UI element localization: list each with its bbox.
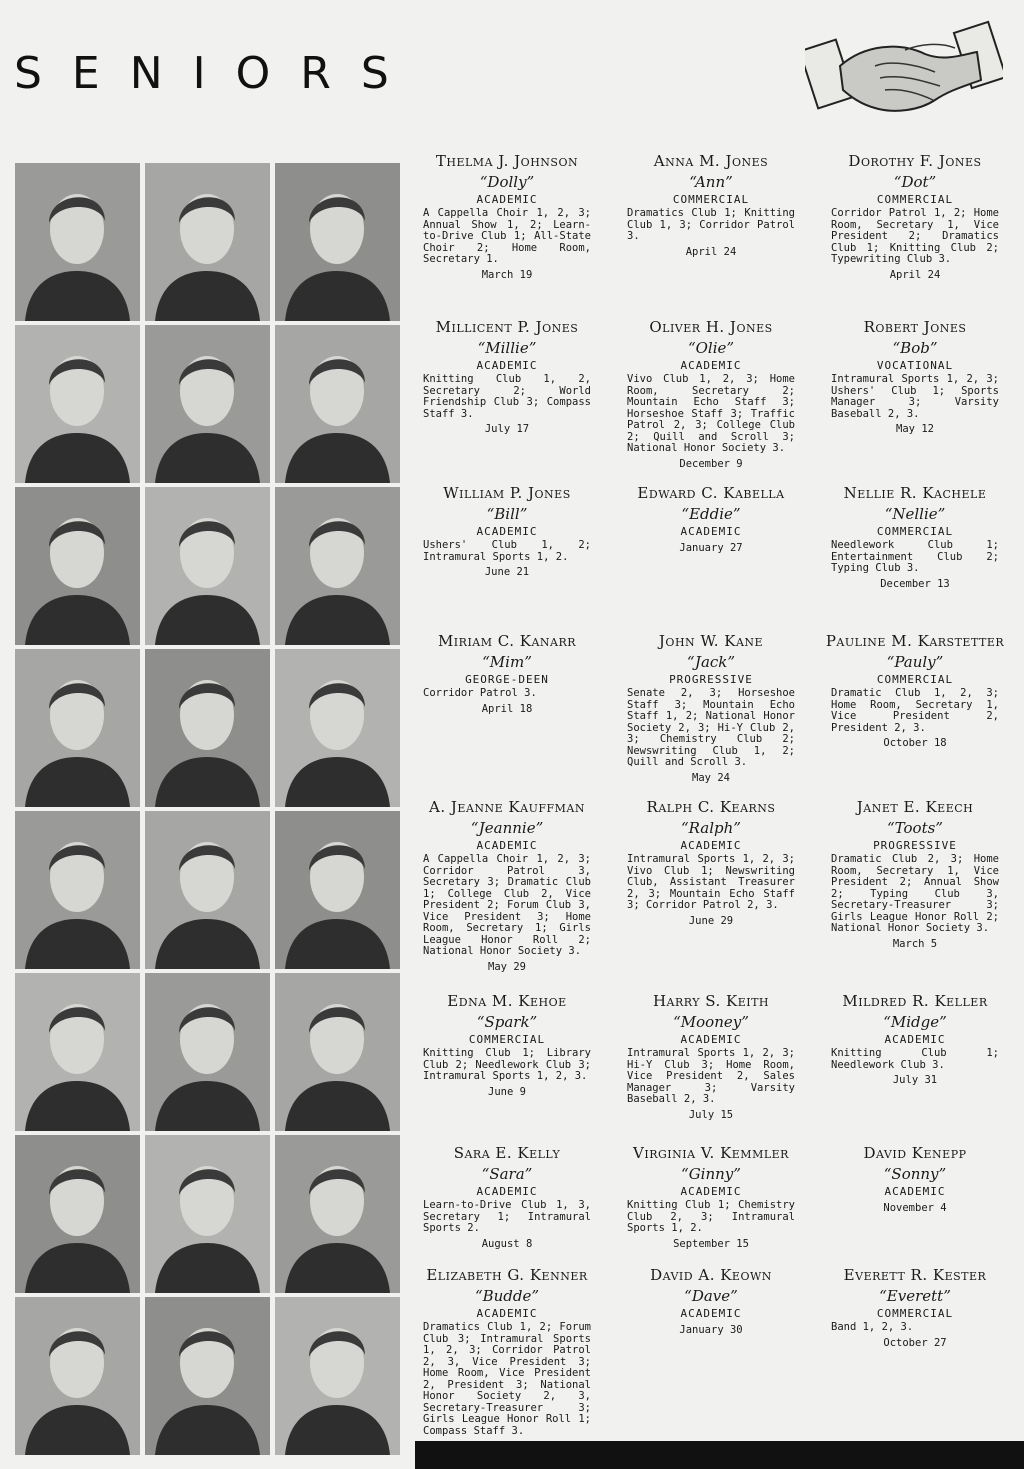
senior-birthday: November 4	[883, 1202, 947, 1214]
senior-birthday: June 21	[484, 566, 530, 578]
senior-entry	[609, 988, 813, 1136]
entry-row	[405, 628, 1019, 790]
portrait-photo	[145, 1297, 270, 1455]
senior-nickname: “Olie”	[687, 339, 735, 357]
senior-entry	[609, 794, 813, 984]
senior-birthday: July 31	[892, 1074, 938, 1086]
portrait-photo	[275, 487, 400, 645]
portrait-photo	[15, 973, 140, 1131]
senior-entries	[405, 148, 1019, 1462]
senior-name: Robert Jones	[863, 318, 967, 336]
senior-course: ACADEMIC	[476, 1185, 538, 1198]
senior-name: David A. Keown	[650, 1266, 772, 1284]
senior-course: VOCATIONAL	[876, 359, 954, 372]
entry-row	[405, 1140, 1019, 1258]
senior-nickname: “Mim”	[482, 653, 532, 671]
senior-nickname: “Jeannie”	[470, 819, 544, 837]
portrait-photo	[275, 973, 400, 1131]
senior-entry	[609, 1140, 813, 1258]
senior-course: ACADEMIC	[476, 359, 538, 372]
portrait-photo	[15, 649, 140, 807]
senior-course: COMMERCIAL	[876, 193, 954, 206]
senior-name: Oliver H. Jones	[649, 318, 773, 336]
senior-entry	[813, 1262, 1017, 1462]
senior-course: COMMERCIAL	[468, 1033, 546, 1046]
senior-birthday: June 9	[488, 1085, 526, 1098]
senior-nickname: “Dot”	[893, 173, 937, 191]
portrait-photo	[15, 1297, 140, 1455]
senior-nickname: “Dolly”	[479, 173, 535, 191]
portrait-photo	[15, 1135, 140, 1293]
senior-name: Edna M. Kehoe	[447, 992, 567, 1010]
senior-entry	[405, 628, 609, 790]
portrait-photo	[275, 811, 400, 969]
senior-name: William P. Jones	[443, 484, 571, 502]
senior-entry	[609, 1262, 813, 1462]
senior-entry	[405, 1140, 609, 1258]
senior-entry	[813, 148, 1017, 306]
portrait-grid	[15, 163, 400, 1463]
senior-name: A. Jeanne Kauffman	[429, 798, 585, 816]
senior-birthday: April 24	[685, 245, 737, 258]
handshake-icon	[805, 14, 1003, 120]
senior-nickname: “Everett”	[879, 1287, 951, 1305]
senior-entry	[609, 314, 813, 474]
senior-activities: A Cappella Choir 1, 2, 3; Annual Show 1, 2; Learn-to-Drive Club 1; All-State Choir 2; Home Room, Secretary 1.	[423, 207, 591, 265]
senior-entry	[813, 628, 1017, 790]
senior-entry	[405, 148, 609, 306]
portrait-photo	[275, 325, 400, 483]
senior-nickname: “Dave”	[684, 1287, 738, 1305]
senior-birthday: January 27	[679, 542, 743, 554]
senior-activities: Knitting Club 1; Chemistry Club 2, 3; Intramural Sports 1, 2.	[627, 1199, 795, 1234]
senior-entry	[405, 480, 609, 622]
senior-entry	[405, 988, 609, 1136]
senior-activities: Knitting Club 1; Needlework Club 3.	[831, 1047, 999, 1071]
senior-birthday: October 18	[883, 737, 947, 749]
senior-birthday: October 27	[883, 1336, 947, 1349]
senior-name: Virginia V. Kemmler	[633, 1144, 789, 1162]
senior-entry	[405, 314, 609, 474]
senior-name: Pauline M. Karstetter	[825, 632, 1005, 650]
portrait-photo	[145, 487, 270, 645]
senior-entry	[609, 628, 813, 790]
senior-birthday: May 12	[896, 423, 934, 435]
senior-course: ACADEMIC	[884, 1185, 946, 1198]
senior-nickname: “Mooney”	[673, 1013, 749, 1031]
senior-nickname: “Sara”	[481, 1165, 533, 1183]
senior-birthday: July 17	[484, 423, 530, 435]
senior-course: ACADEMIC	[680, 1185, 742, 1198]
portrait-photo	[145, 325, 270, 483]
entry-row	[405, 314, 1019, 474]
senior-course: PROGRESSIVE	[669, 673, 753, 686]
portrait-photo	[275, 649, 400, 807]
senior-nickname: “Midge”	[883, 1013, 947, 1031]
senior-course: ACADEMIC	[476, 525, 538, 538]
senior-course: ACADEMIC	[680, 1033, 742, 1046]
senior-nickname: “Jack”	[686, 653, 736, 671]
senior-course: COMMERCIAL	[876, 673, 954, 686]
senior-nickname: “Nellie”	[884, 505, 946, 523]
senior-nickname: “Bill”	[486, 505, 528, 523]
senior-activities: Intramural Sports 1, 2, 3; Vivo Club 1; Newswriting Club, Assistant Treasurer 2, 3; Mountain Echo Staff 3; Corridor Patrol 2, 3.	[627, 853, 795, 911]
portrait-photo	[15, 325, 140, 483]
senior-nickname: “Toots”	[887, 819, 943, 837]
senior-course: GEORGE-DEEN	[465, 673, 549, 686]
senior-birthday: September 15	[673, 1237, 749, 1250]
senior-course: ACADEMIC	[884, 1033, 946, 1046]
senior-entry	[813, 1140, 1017, 1258]
senior-entry	[609, 148, 813, 306]
senior-birthday: May 29	[488, 960, 526, 973]
entry-row	[405, 1262, 1019, 1462]
senior-activities: Corridor Patrol 1, 2; Home Room, Secretary 1, Vice President 2; Dramatics Club 1; Knitting Club 2; Typewriting Club 3.	[831, 207, 999, 265]
portrait-photo	[15, 811, 140, 969]
senior-activities: Intramural Sports 1, 2, 3; Ushers' Club 1; Sports Manager 3; Varsity Baseball 2, 3.	[831, 373, 999, 420]
senior-entry	[813, 480, 1017, 622]
senior-birthday: April 18	[481, 702, 533, 715]
senior-course: PROGRESSIVE	[873, 839, 957, 852]
senior-name: Edward C. Kabella	[637, 484, 785, 502]
senior-course: ACADEMIC	[680, 839, 742, 852]
senior-entry	[405, 1262, 609, 1462]
senior-activities: Dramatics Club 1; Knitting Club 1, 3; Corridor Patrol 3.	[627, 207, 795, 242]
portrait-photo	[15, 487, 140, 645]
senior-name: Miriam C. Kanarr	[437, 632, 577, 650]
portrait-photo	[145, 811, 270, 969]
senior-name: Nellie R. Kachele	[843, 484, 987, 502]
senior-nickname: “Sonny”	[883, 1165, 947, 1183]
senior-entry	[813, 794, 1017, 984]
entry-row	[405, 148, 1019, 306]
senior-name: David Kenepp	[863, 1144, 967, 1162]
senior-birthday: June 29	[688, 914, 734, 927]
entry-row	[405, 480, 1019, 622]
senior-name: Millicent P. Jones	[435, 318, 579, 336]
senior-nickname: “Eddie”	[681, 505, 741, 523]
senior-activities: Dramatics Club 1, 2; Forum Club 3; Intramural Sports 1, 2, 3; Corridor Patrol 2, 3, Vice President 3; Home Room, Vice President 2, President 3; National Honor Society 2, 3, Secretary-Treasurer 3; Girls League Honor Roll 1; Compass Staff 3.	[423, 1321, 591, 1437]
senior-activities: A Cappella Choir 1, 2, 3; Corridor Patrol 3, Secretary 3; Dramatic Club 1; College Club 2, Vice President 2; Forum Club 3, Vice President 3; Home Room, Secretary 1; Girls League Honor Roll 2; National Honor Society 3.	[423, 853, 591, 957]
senior-nickname: “Ann”	[689, 173, 733, 191]
entry-row	[405, 988, 1019, 1136]
senior-birthday: March 5	[892, 937, 938, 950]
portrait-photo	[275, 163, 400, 321]
portrait-photo	[145, 163, 270, 321]
senior-course: ACADEMIC	[476, 193, 538, 206]
senior-entry	[813, 314, 1017, 474]
senior-activities: Band 1, 2, 3.	[831, 1321, 914, 1333]
senior-course: ACADEMIC	[476, 1307, 538, 1320]
senior-activities: Learn-to-Drive Club 1, 3, Secretary 1; Intramural Sports 2.	[423, 1199, 591, 1234]
senior-name: Thelma J. Johnson	[435, 152, 579, 170]
senior-activities: Dramatic Club 2, 3; Home Room, Secretary 1, Vice President 2; Annual Show 2; Typing Club 3, Secretary-Treasurer 3; Girls League Honor Roll 2; National Honor Society 3.	[831, 853, 999, 934]
senior-birthday: March 19	[481, 268, 533, 281]
portrait-photo	[145, 973, 270, 1131]
senior-activities: Knitting Club 1; Library Club 2; Needlework Club 3; Intramural Sports 1, 2, 3.	[423, 1047, 591, 1082]
senior-birthday: August 8	[481, 1237, 533, 1250]
senior-birthday: January 30	[679, 1324, 743, 1336]
portrait-photo	[145, 1135, 270, 1293]
senior-course: ACADEMIC	[680, 1307, 742, 1320]
senior-course: COMMERCIAL	[876, 525, 954, 538]
senior-course: COMMERCIAL	[672, 193, 750, 206]
senior-name: Janet E. Keech	[856, 798, 974, 816]
senior-name: John W. Kane	[658, 632, 764, 650]
senior-activities: Needlework Club 1; Entertainment Club 2; Typing Club 3.	[831, 539, 999, 574]
senior-nickname: “Millie”	[477, 339, 537, 357]
page-title: SENIORS	[14, 48, 419, 99]
senior-name: Dorothy F. Jones	[848, 152, 982, 170]
senior-nickname: “Ginny”	[681, 1165, 741, 1183]
senior-entry	[405, 794, 609, 984]
senior-name: Everett R. Kester	[843, 1266, 987, 1284]
senior-birthday: April 24	[889, 268, 941, 281]
portrait-photo	[145, 649, 270, 807]
senior-name: Mildred R. Keller	[842, 992, 988, 1010]
senior-activities: Intramural Sports 1, 2, 3; Hi-Y Club 3; Home Room, Vice President 2, Sales Manager 3; Varsity Baseball 2, 3.	[627, 1047, 795, 1105]
portrait-photo	[275, 1297, 400, 1455]
senior-activities: Senate 2, 3; Horseshoe Staff 3; Mountain Echo Staff 1, 2; National Honor Society 2, 3; Hi-Y Club 2, 3; Chemistry Club 2; Newswriting Club 1, 2; Quill and Scroll 3.	[627, 687, 795, 768]
senior-nickname: “Bob”	[892, 339, 938, 357]
senior-activities: Knitting Club 1, 2, Secretary 2; World Friendship Club 3; Compass Staff 3.	[423, 373, 591, 420]
senior-name: Harry S. Keith	[652, 992, 770, 1010]
senior-entry	[609, 480, 813, 622]
senior-course: ACADEMIC	[680, 359, 742, 372]
senior-activities: Dramatic Club 1, 2, 3; Home Room, Secretary 1, Vice President 2, President 2, 3.	[831, 687, 999, 734]
senior-nickname: “Budde”	[474, 1287, 540, 1305]
entry-row	[405, 794, 1019, 984]
senior-name: Sara E. Kelly	[453, 1144, 561, 1162]
senior-activities: Vivo Club 1, 2, 3; Home Room, Secretary 2; Mountain Echo Staff 3; Horseshoe Staff 3; Traffic Patrol 2, 3; College Club 2; Quill and Scroll 3; National Honor Society 3.	[627, 373, 795, 454]
senior-name: Ralph C. Kearns	[646, 798, 776, 816]
senior-birthday: May 24	[692, 771, 730, 784]
senior-activities: Corridor Patrol 3.	[423, 687, 537, 699]
senior-nickname: “Ralph”	[681, 819, 741, 837]
senior-activities: Ushers' Club 1, 2; Intramural Sports 1, 2.	[423, 539, 591, 563]
senior-course: ACADEMIC	[476, 839, 538, 852]
senior-nickname: “Spark”	[476, 1013, 538, 1031]
senior-birthday: December 9	[679, 457, 743, 470]
senior-name: Elizabeth G. Kenner	[426, 1266, 588, 1284]
portrait-photo	[275, 1135, 400, 1293]
senior-course: COMMERCIAL	[876, 1307, 954, 1320]
senior-birthday: July 15	[688, 1108, 734, 1121]
footer-bar	[415, 1441, 1024, 1469]
senior-name: Anna M. Jones	[653, 152, 769, 170]
senior-course: ACADEMIC	[680, 525, 742, 538]
senior-birthday: December 13	[880, 577, 950, 590]
senior-nickname: “Pauly”	[886, 653, 944, 671]
portrait-photo	[15, 163, 140, 321]
senior-entry	[813, 988, 1017, 1136]
